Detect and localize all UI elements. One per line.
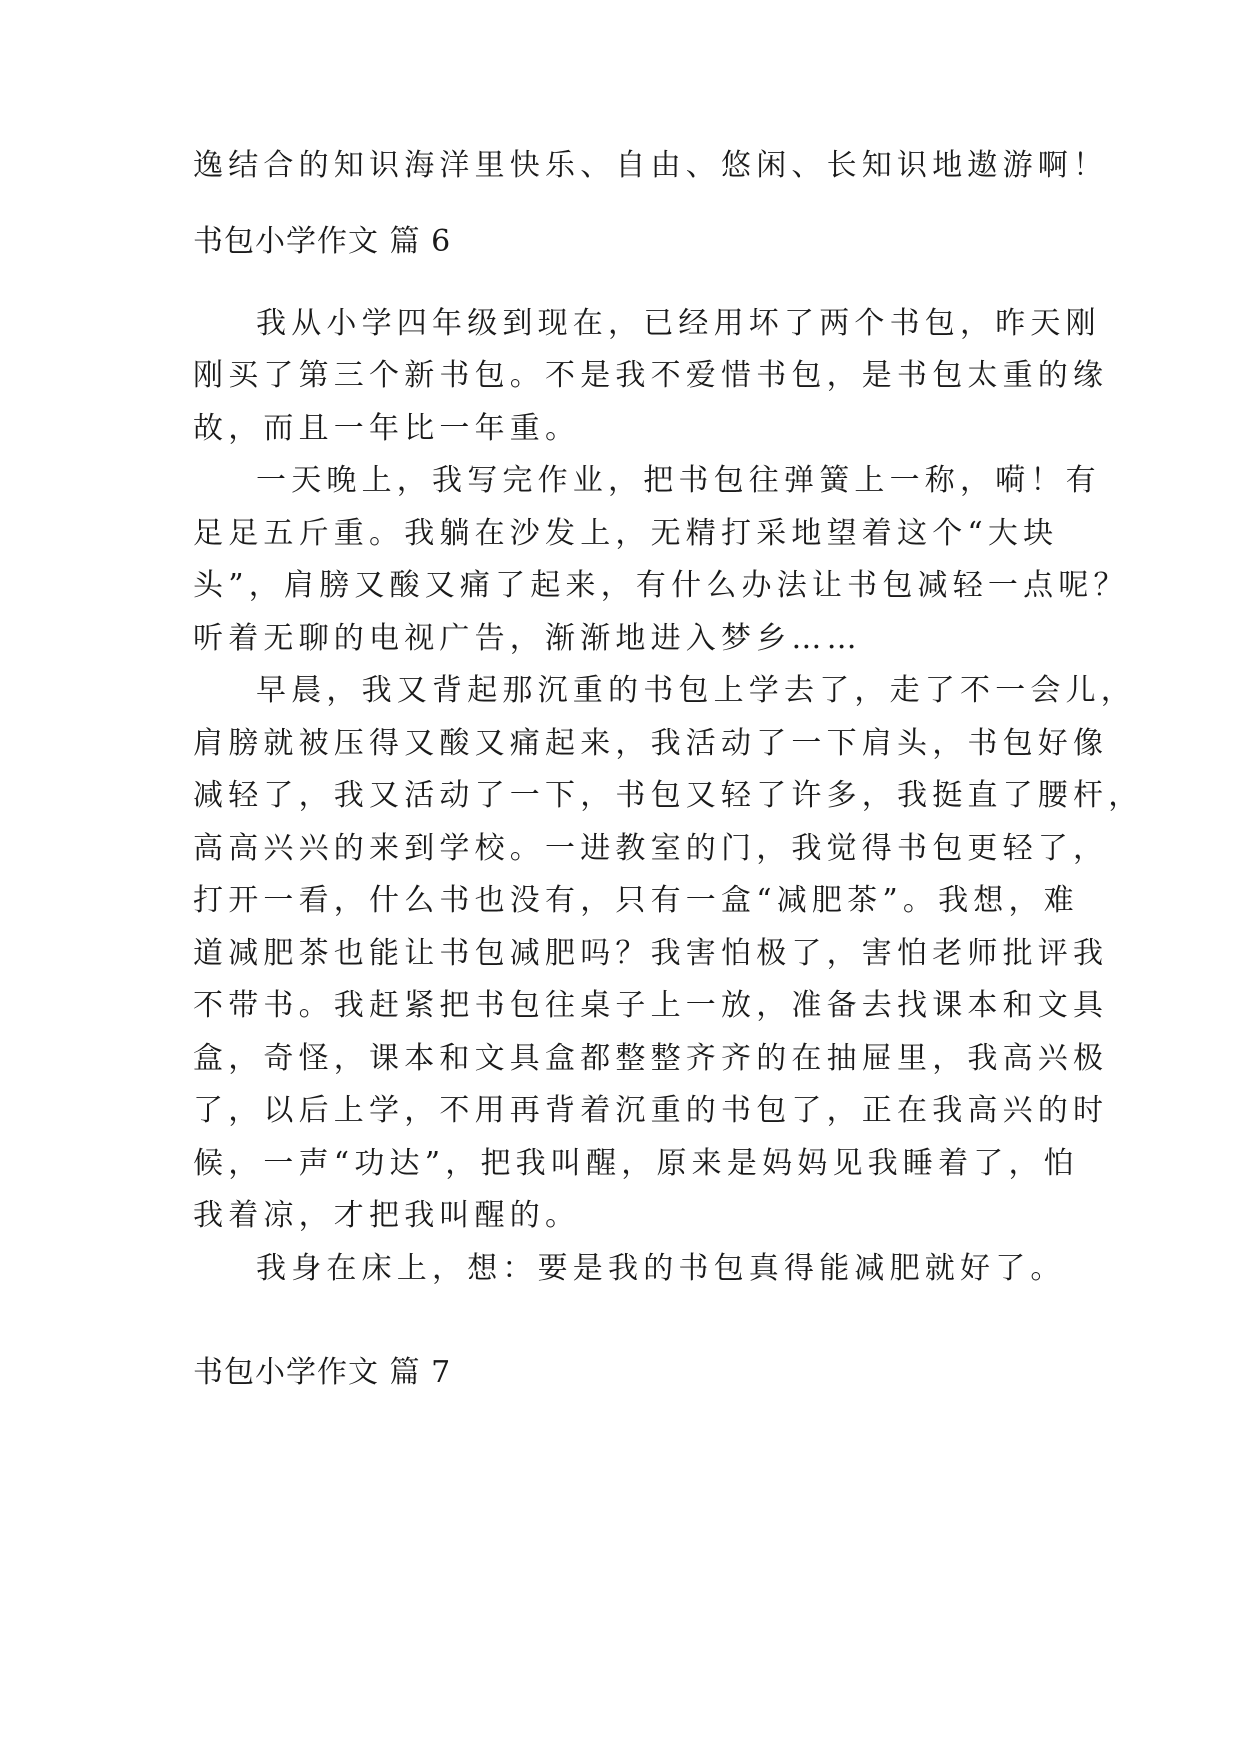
text-line: 我着凉，才把我叫醒的。: [193, 1198, 581, 1233]
text-line: 故，而且一年比一年重。: [193, 411, 581, 446]
section-heading-6: 书包小学作文 篇 6: [193, 224, 452, 259]
text-line: 候，一声“功达”，把我叫醒，原来是妈妈见我睡着了，怕: [193, 1146, 1079, 1181]
text-line: 减轻了，我又活动了一下，书包又轻了许多，我挺直了腰杆，: [193, 778, 1144, 813]
text-line: 我身在床上，想：要是我的书包真得能减肥就好了。: [256, 1251, 1066, 1286]
text-line: 道减肥茶也能让书包减肥吗？我害怕极了，害怕老师批评我: [193, 936, 1109, 971]
text-line: 刚买了第三个新书包。不是我不爱惜书包，是书包太重的缘: [193, 358, 1109, 393]
text-line: 听着无聊的电视广告，渐渐地进入梦乡……: [193, 621, 862, 656]
text-line: 不带书。我赶紧把书包往桌子上一放，准备去找课本和文具: [193, 988, 1109, 1023]
text-line: 早晨，我又背起那沉重的书包上学去了，走了不一会儿，: [256, 673, 1136, 708]
text-line: 足足五斤重。我躺在沙发上，无精打采地望着这个“大块: [193, 516, 1059, 551]
text-line: 头”，肩膀又酸又痛了起来，有什么办法让书包减轻一点呢？: [193, 568, 1129, 603]
text-line: 逸结合的知识海洋里快乐、自由、悠闲、长知识地遨游啊！: [193, 148, 1109, 183]
section-heading-7: 书包小学作文 篇 7: [193, 1355, 452, 1390]
text-line: 我从小学四年级到现在，已经用坏了两个书包，昨天刚: [256, 306, 1101, 341]
text-line: 打开一看，什么书也没有，只有一盒“减肥茶”。我想，难: [193, 883, 1079, 918]
text-line: 一天晚上，我写完作业，把书包往弹簧上一称，嗬！有: [256, 463, 1101, 498]
text-line: 了，以后上学，不用再背着沉重的书包了，正在我高兴的时: [193, 1093, 1109, 1128]
text-line: 肩膀就被压得又酸又痛起来，我活动了一下肩头，书包好像: [193, 726, 1109, 761]
text-line: 高高兴兴的来到学校。一进教室的门，我觉得书包更轻了，: [193, 831, 1109, 866]
text-line: 盒，奇怪，课本和文具盒都整整齐齐的在抽屉里，我高兴极: [193, 1041, 1109, 1076]
